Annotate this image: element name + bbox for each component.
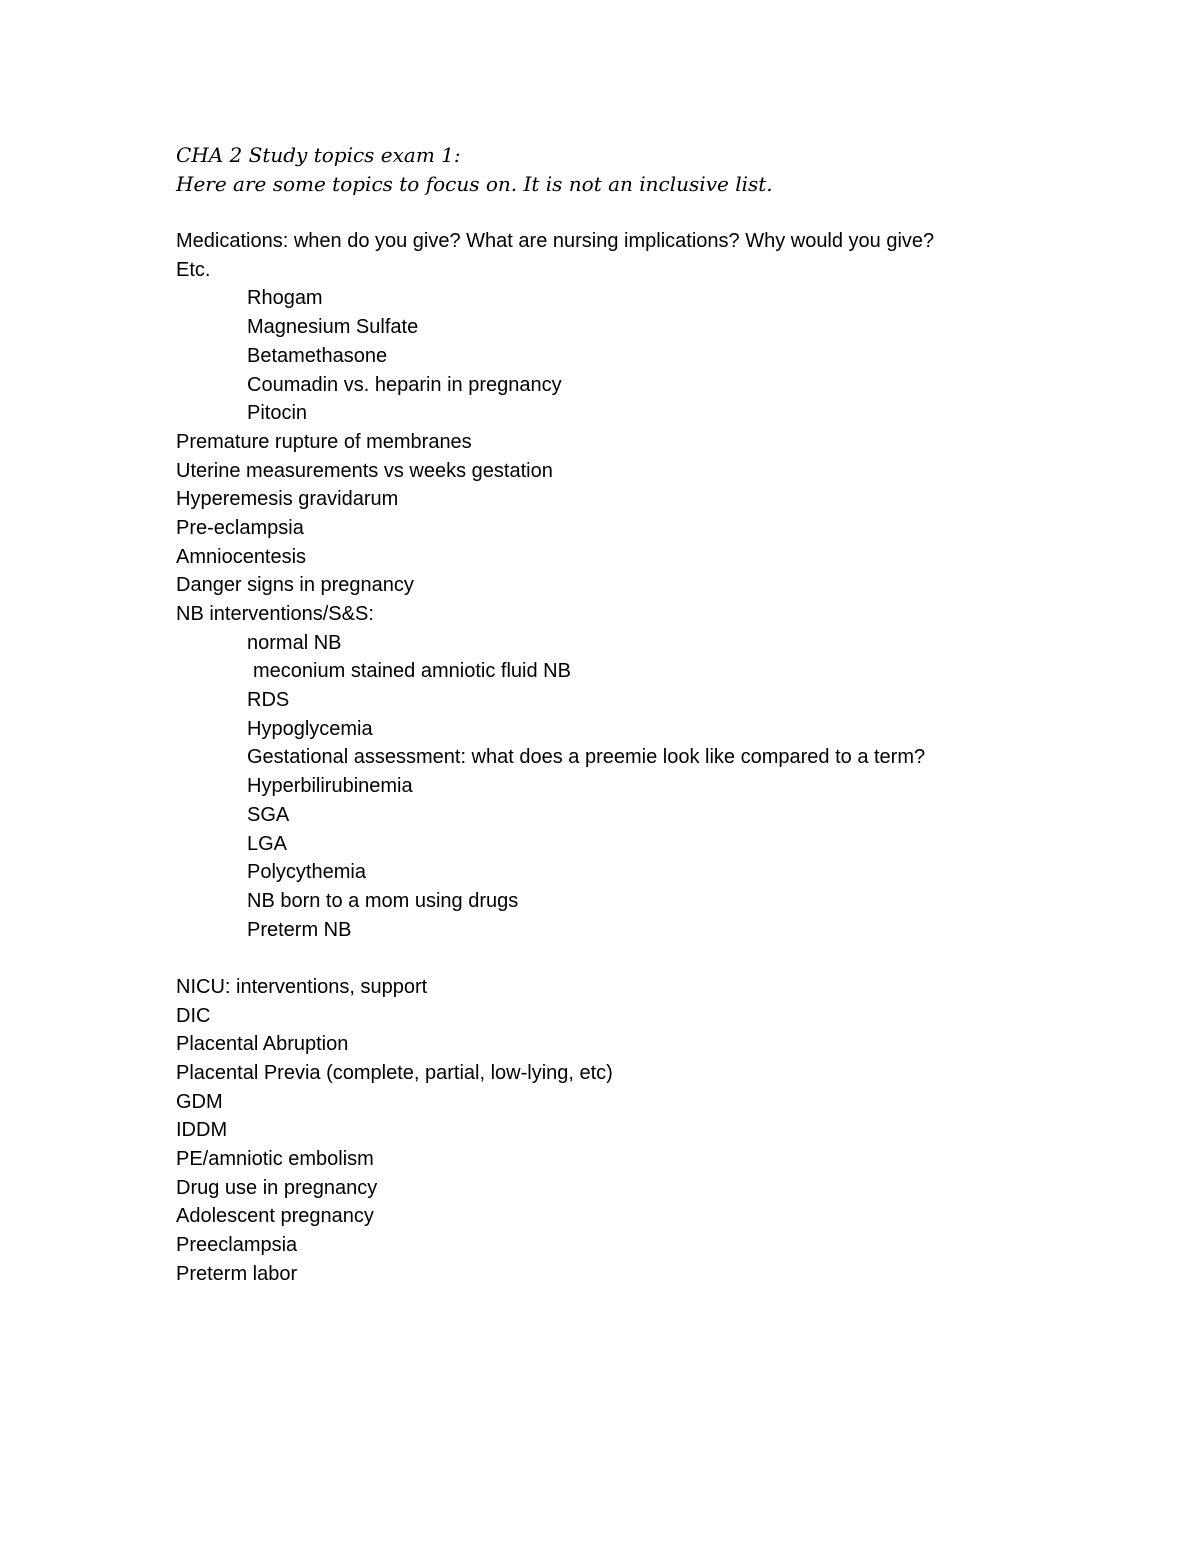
nb-item: Hypoglycemia (247, 717, 373, 740)
topic-item: IDDM (176, 1119, 228, 1142)
topic-item: GDM (176, 1090, 223, 1113)
document-body (176, 227, 1136, 1288)
topic-item: Hyperemesis gravidarum (176, 488, 399, 511)
medication-item: Rhogam (247, 287, 323, 310)
topic-item: Adolescent pregnancy (176, 1205, 374, 1228)
topic-item: PE/amniotic embolism (176, 1148, 374, 1171)
nb-item: meconium stained amniotic fluid NB (253, 660, 571, 683)
topic-item: NICU: interventions, support (176, 975, 428, 998)
document-page (176, 141, 1136, 1289)
nb-item: Preterm NB (247, 918, 352, 941)
topic-item: Premature rupture of membranes (176, 430, 472, 453)
medication-item: Coumadin vs. heparin in pregnancy (247, 373, 562, 396)
topic-item: Danger signs in pregnancy (176, 574, 414, 597)
document-subtitle: Here are some topics to focus on. It is not an inclusive list. (176, 171, 773, 196)
nb-heading: NB interventions/S&S: (176, 603, 374, 625)
medications-intro: Medications: when do you give? What are nursing implications? Why would you give? (176, 230, 935, 253)
topic-item: Preeclampsia (176, 1234, 298, 1257)
nb-item: Gestational assessment: what does a preemie look like compared to a term? (247, 746, 926, 769)
nb-item: LGA (247, 832, 288, 855)
medication-item: Pitocin (247, 402, 308, 425)
topic-item: Amniocentesis (176, 545, 307, 568)
topic-item: Placental Previa (complete, partial, low-lying, etc) (176, 1062, 613, 1084)
topic-item: Uterine measurements vs weeks gestation (176, 459, 553, 482)
nb-item: Hyperbilirubinemia (247, 775, 413, 798)
nb-item: Polycythemia (247, 861, 366, 884)
topic-item: Pre-eclampsia (176, 516, 304, 539)
nb-item: NB born to a mom using drugs (247, 889, 519, 912)
topic-item: Preterm labor (176, 1262, 298, 1285)
topic-item: Placental Abruption (176, 1033, 349, 1056)
nb-item: RDS (247, 689, 290, 712)
medication-item: Magnesium Sulfate (247, 316, 419, 339)
blank-line (176, 198, 1136, 227)
nb-item: normal NB (247, 631, 342, 654)
medications-intro-continued: Etc. (176, 258, 211, 281)
medication-item: Betamethasone (247, 344, 388, 367)
document-title: CHA 2 Study topics exam 1: (176, 143, 461, 167)
nb-item: SGA (247, 803, 290, 826)
blank-line (176, 944, 1136, 973)
document-header (176, 141, 1136, 198)
topic-item: Drug use in pregnancy (176, 1176, 378, 1199)
topic-item: DIC (176, 1004, 211, 1027)
